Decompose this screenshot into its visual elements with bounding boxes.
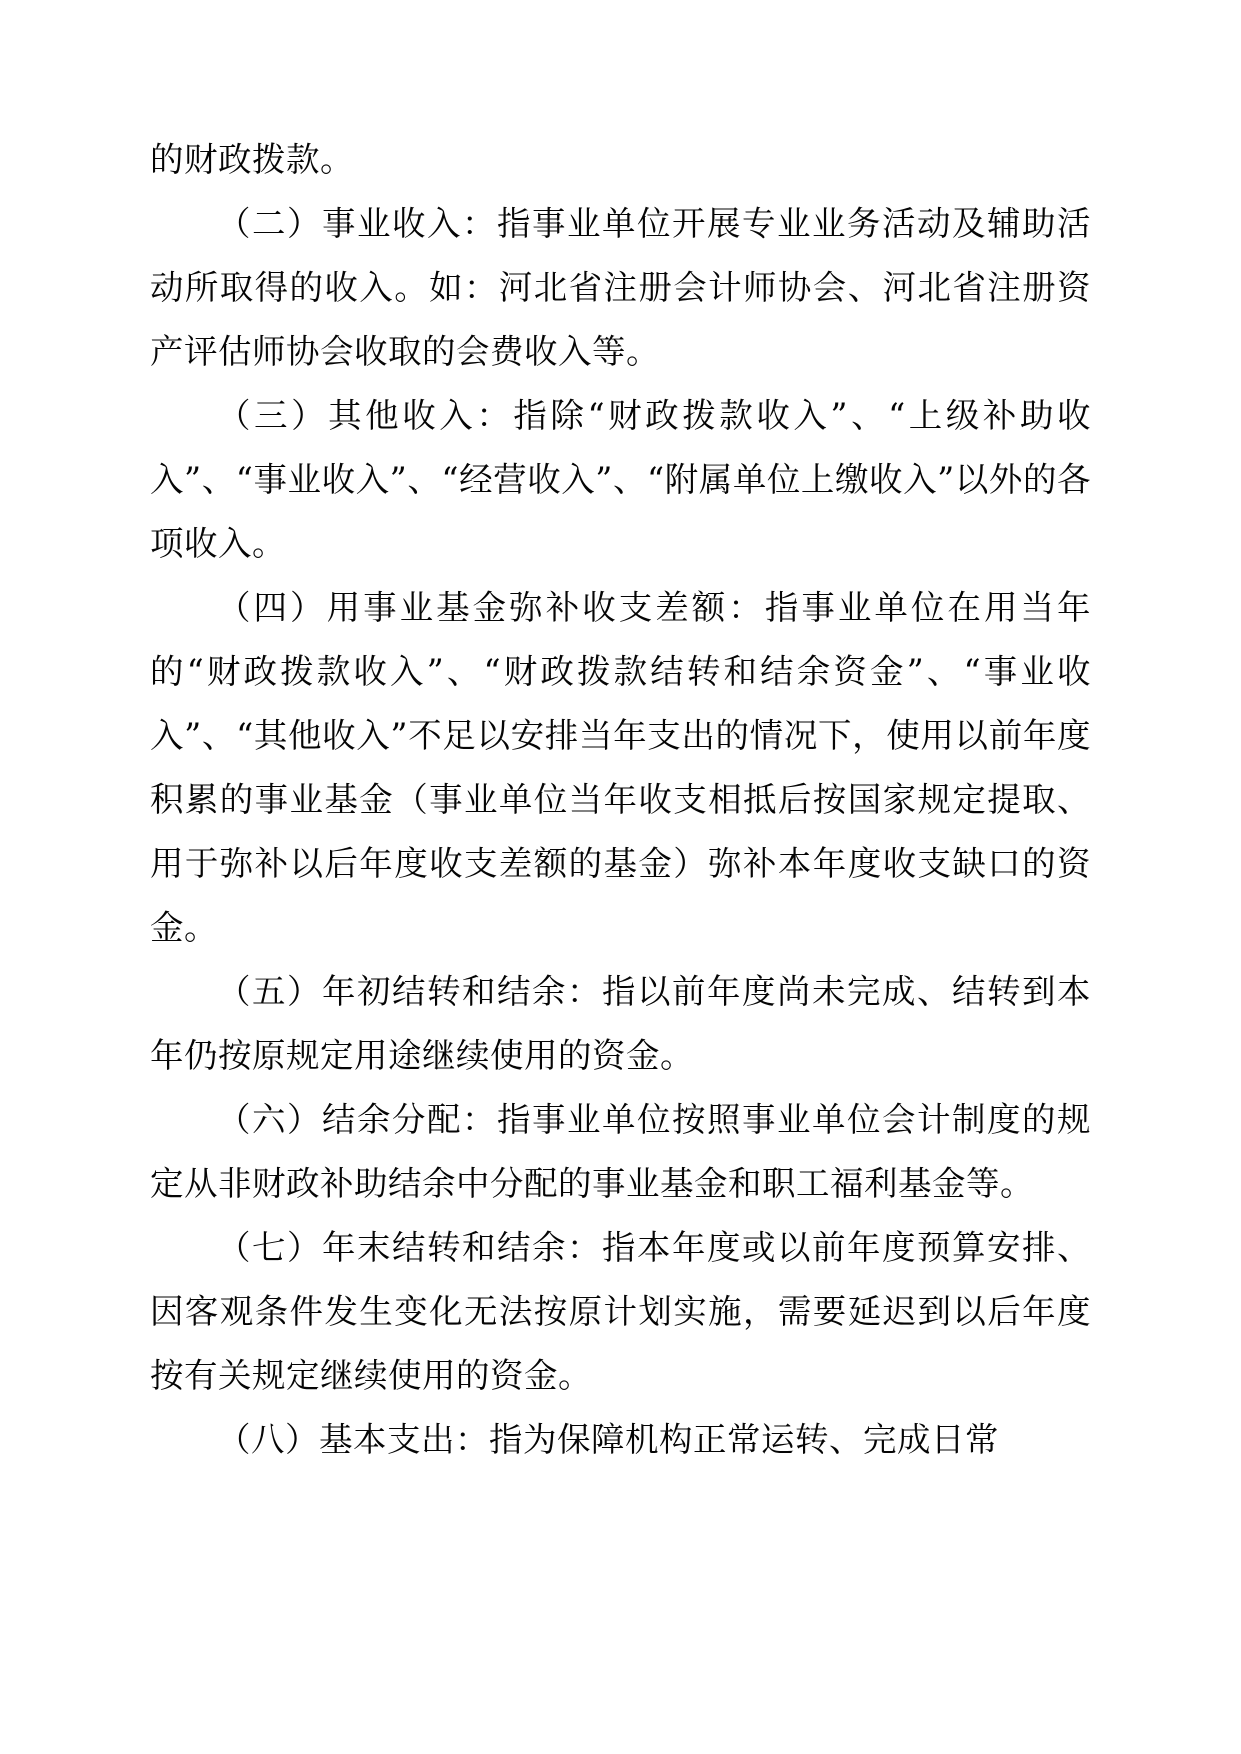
paragraph-item-6: （六）结余分配：指事业单位按照事业单位会计制度的规定从非财政补助结余中分配的事业基金和职工福利基金等。 <box>150 1100 1091 1203</box>
paragraph-continuation: 的财政拨款。 <box>150 140 354 179</box>
paragraph-item-2: （二）事业收入：指事业单位开展专业业务活动及辅助活动所取得的收入。如：河北省注册会计师协会、河北省注册资产评估师协会收取的会费收入等。 <box>150 204 1091 371</box>
paragraph-item-5: （五）年初结转和结余：指以前年度尚未完成、结转到本年仍按原规定用途继续使用的资金。 <box>150 972 1091 1075</box>
document-body <box>150 128 1091 1472</box>
paragraph-item-4: （四）用事业基金弥补收支差额：指事业单位在用当年的“财政拨款收入”、“财政拨款结转和结余资金”、“事业收入”、“其他收入”不足以安排当年支出的情况下，使用以前年度积累的事业基金（事业单位当年收支相抵后按国家规定提取、用于弥补以后年度收支差额的基金）弥补本年度收支缺口的资金。 <box>150 588 1091 947</box>
paragraph-item-8: （八）基本支出：指为保障机构正常运转、完成日常 <box>217 1420 999 1459</box>
paragraph-item-7: （七）年末结转和结余：指本年度或以前年度预算安排、因客观条件发生变化无法按原计划实施，需要延迟到以后年度按有关规定继续使用的资金。 <box>150 1228 1091 1395</box>
paragraph-item-3: （三）其他收入：指除“财政拨款收入”、“上级补助收入”、“事业收入”、“经营收入”、“附属单位上缴收入”以外的各项收入。 <box>150 396 1091 563</box>
